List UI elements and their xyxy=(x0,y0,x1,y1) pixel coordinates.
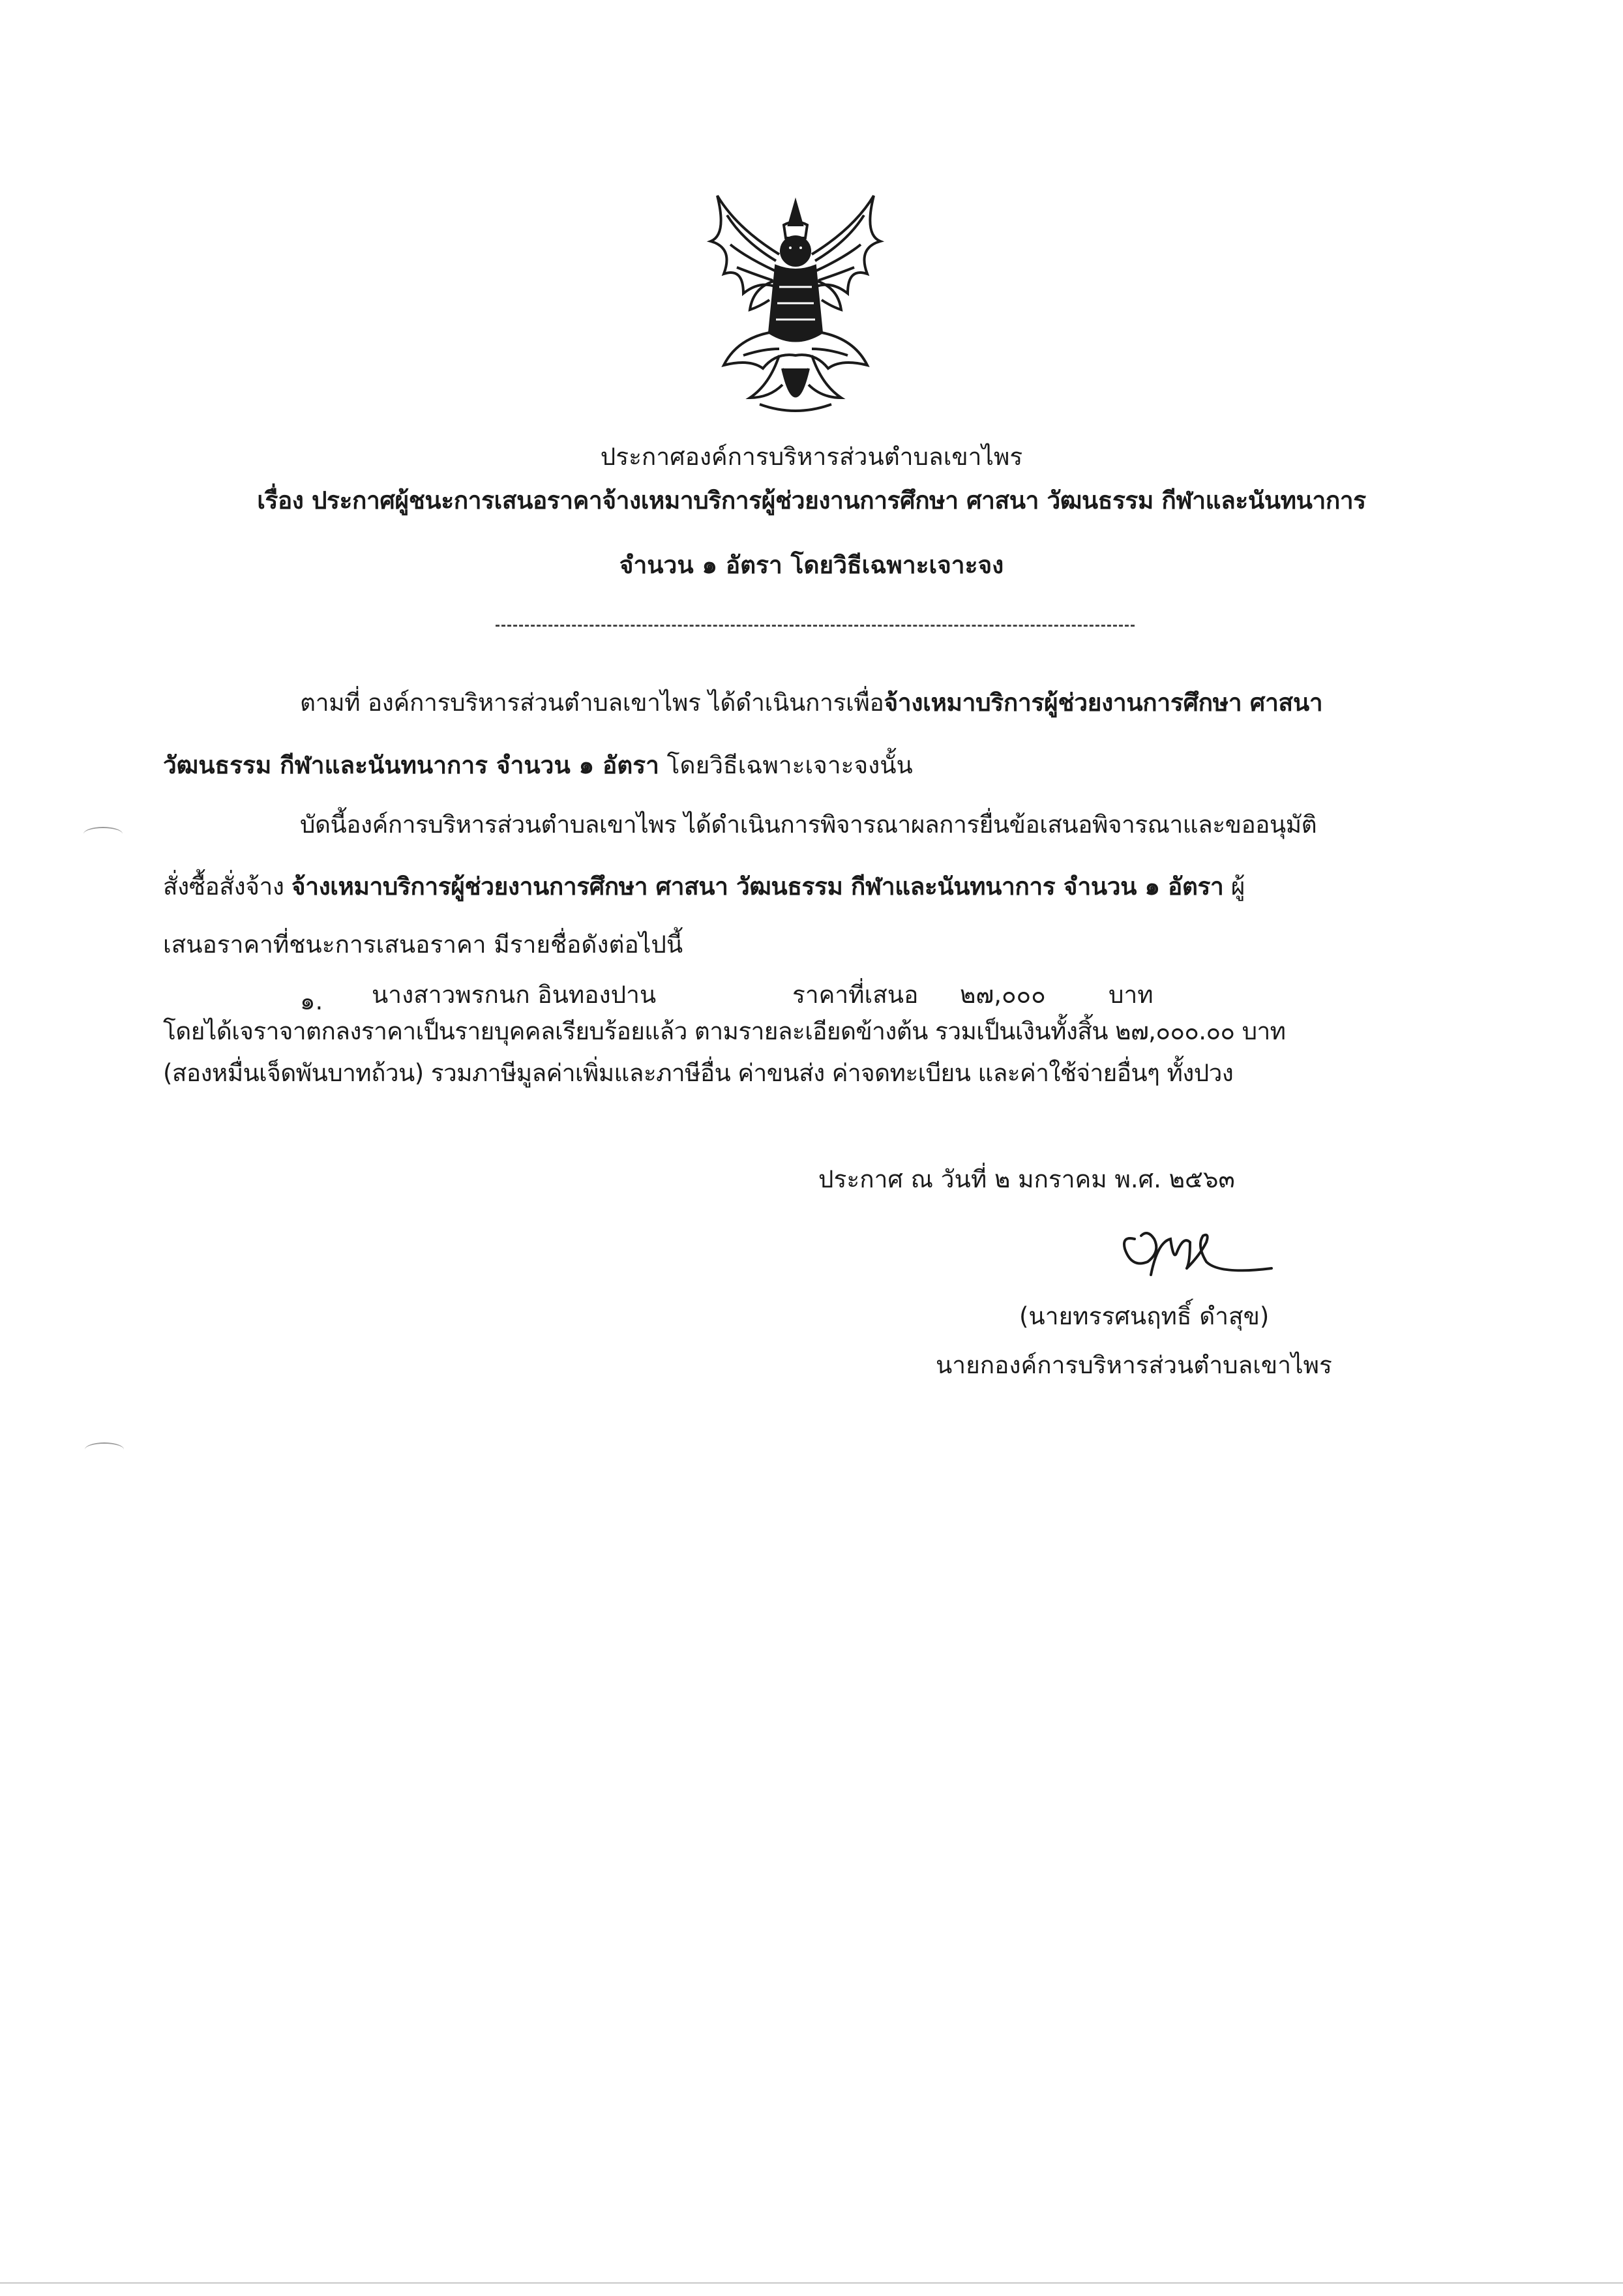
announcement-title: ประกาศองค์การบริหารส่วนตำบลเขาไพร xyxy=(600,443,1023,471)
winner-price-unit: บาท xyxy=(1109,981,1154,1009)
paragraph-1-text-a: ตามที่ องค์การบริหารส่วนตำบลเขาไพร ได้ดำเนินการเพื่อ xyxy=(300,689,884,717)
paragraph-2-text-d: ผู้ xyxy=(1223,872,1245,901)
paragraph-1-project-name: จ้างเหมาบริการผู้ช่วยงานการศึกษา ศาสนา xyxy=(884,689,1323,717)
paragraph-3-line-2: (สองหมื่นเจ็ดพันบาทถ้วน) รวมภาษีมูลค่าเพิ่มและภาษีอื่น ค่าขนส่ง ค่าจดทะเบียน และค่าใช้จ่ายอื่นๆ ทั้งปวง xyxy=(163,1059,1234,1087)
winner-name: นางสาวพรกนก อินทองปาน xyxy=(372,981,657,1009)
paragraph-1-line-1 xyxy=(300,687,1322,719)
signer-title: นายกองค์การบริหารส่วนตำบลเขาไพร xyxy=(936,1351,1332,1379)
scan-edge xyxy=(0,2282,1623,2284)
paragraph-1-project-name-cont: วัฒนธรรม กีฬาและนันทนาการ จำนวน ๑ อัตรา xyxy=(163,751,659,779)
handwritten-signature xyxy=(1109,1216,1278,1288)
title-divider xyxy=(496,625,1135,627)
winner-price: ๒๗,๐๐๐ xyxy=(960,981,1046,1009)
announcement-date: ประกาศ ณ วันที่ ๒ มกราคม พ.ศ. ๒๕๖๓ xyxy=(818,1165,1235,1193)
paragraph-2-project-name: จ้างเหมาบริการผู้ช่วยงานการศึกษา ศาสนา วัฒนธรรม กีฬาและนันทนาการ จำนวน ๑ อัตรา xyxy=(291,872,1224,901)
winner-price-label: ราคาที่เสนอ xyxy=(792,981,919,1009)
garuda-emblem-icon xyxy=(698,189,893,430)
paragraph-2-line-1: บัดนี้องค์การบริหารส่วนตำบลเขาไพร ได้ดำเนินการพิจารณาผลการยื่นข้อเสนอพิจารณาและขออนุมัติ xyxy=(300,811,1317,839)
paragraph-2-line-2 xyxy=(163,871,1245,902)
paragraph-2-text-b: สั่งซื้อสั่งจ้าง xyxy=(163,872,291,901)
signer-name: (นายทรรศนฤทธิ์ ดำสุข) xyxy=(1019,1302,1270,1330)
paragraph-2-line-3: เสนอราคาที่ชนะการเสนอราคา มีรายชื่อดังต่อไปนี้ xyxy=(163,931,683,959)
paragraph-1-line-2 xyxy=(163,750,913,781)
subject-line-2: จำนวน ๑ อัตรา โดยวิธีเฉพาะเจาะจง xyxy=(619,551,1004,579)
punch-hole-mark xyxy=(83,827,123,841)
subject-line-1: เรื่อง ประกาศผู้ชนะการเสนอราคาจ้างเหมาบริการผู้ช่วยงานการศึกษา ศาสนา วัฒนธรรม กีฬาและนันทนาการ xyxy=(257,486,1366,514)
winner-number: ๑. xyxy=(300,987,323,1015)
paragraph-3-line-1: โดยได้เจราจาตกลงราคาเป็นรายบุคคลเรียบร้อยแล้ว ตามรายละเอียดข้างต้น รวมเป็นเงินทั้งสิ้น ๒๗,๐๐๐.๐๐ บาท xyxy=(163,1017,1286,1045)
punch-hole-mark xyxy=(85,1442,124,1457)
paragraph-1-method: โดยวิธีเฉพาะเจาะจงนั้น xyxy=(659,751,913,779)
